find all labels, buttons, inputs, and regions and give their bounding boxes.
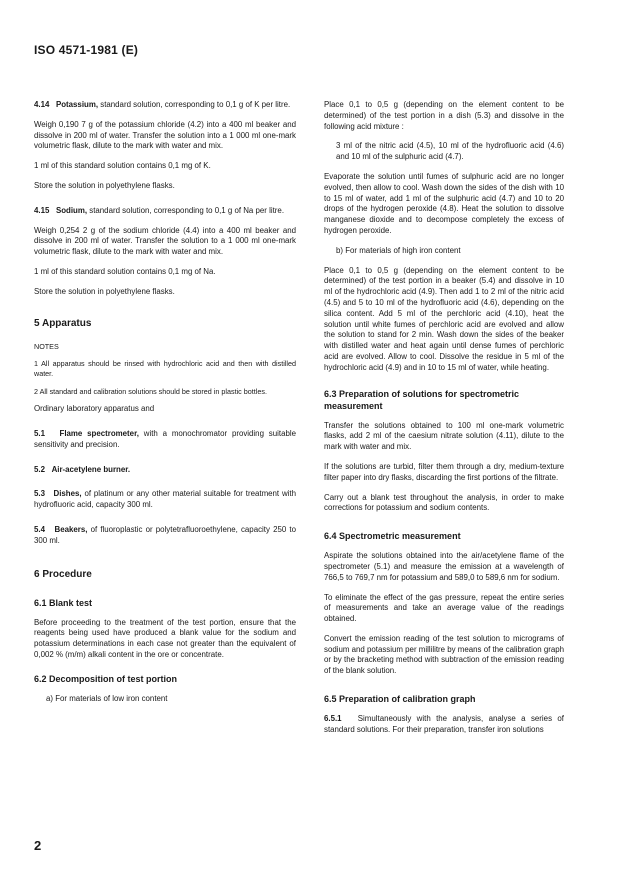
clause-title: Flame spectrometer,	[59, 428, 139, 438]
clause-text: with a monochromator providing suitable sensitivity and precision.	[34, 428, 296, 449]
clause-text: standard solution, corresponding to 0,1 g of K per litre.	[100, 100, 291, 109]
clause-number: 6.5.1	[324, 714, 342, 724]
clause-title: Dishes,	[53, 489, 82, 499]
paragraph: Ordinary laboratory apparatus and	[34, 404, 155, 414]
clause-4-15	[34, 206, 296, 217]
paragraph: Place 0,1 to 0,5 g (depending on the element content to be determined) of the test portion in a dish (5.3) and dissolve in the following acid mixture :	[324, 100, 564, 131]
clause-title: Beakers,	[54, 524, 88, 534]
paragraph: Weigh 0,190 7 g of the potassium chloride (4.2) into a 400 ml beaker and dissolve in 200 ml of water. Transfer the solution into a 1 000 ml one-mark volumetric flask, dilute to the mark with water and mix.	[34, 119, 296, 151]
subsection-heading-spectrometric: 6.4 Spectrometric measurement	[324, 531, 461, 542]
clause-6-5-1	[324, 714, 564, 736]
paragraph: 1 ml of this standard solution contains 0,1 mg of K.	[34, 161, 211, 171]
clause-5-3	[34, 489, 296, 511]
subsection-heading-preparation: 6.3 Preparation of solutions for spectrometric measurement	[324, 388, 520, 411]
paragraph: 3 ml of the nitric acid (4.5), 10 ml of the hydrofluoric acid (4.6) and 10 ml of the sulphuric acid (4.7).	[336, 141, 564, 162]
clause-5-1	[34, 429, 296, 451]
clause-text: Simultaneously with the analysis, analyse a series of standard solutions. For their preparation, transfer iron solutions	[324, 714, 564, 734]
paragraph: Weigh 0,254 2 g of the sodium chloride (4.4) into a 400 ml beaker and dissolve in 200 ml of water. Transfer the solution to a 1 000 ml one-mark volumetric flask, dilute to the mark with water and mix.	[34, 225, 296, 257]
clause-title: Sodium,	[55, 205, 88, 215]
paragraph: 1 ml of this standard solution contains 0,1 mg of Na.	[34, 266, 216, 276]
note-2: 2 All standard and calibration solutions should be stored in plastic bottles.	[34, 386, 267, 396]
paragraph: Place 0,1 to 0,5 g (depending on the element content to be determined) of the test portion in a beaker (5.4) and dissolve in 10 ml of the hydrochloric acid (4.9). Then add 1 to 2 ml of the nitric acid (4.5) and 5 to 10 ml of the hydrofluoric acid (4.6), depending on the silica content. Add 5 ml of the perchloric acid (4.10), heat the solution until white fumes of perchloric acid are evolved and allow the solution to stand for 2 min. Wash down the sides of the beaker with distilled water and heat again until dense fumes of perchloric acid are evolved. Allow to cool. Dissolve the residue in 5 ml of the hydrochloric acid (4.9) and in 10 to 15 ml of water, while heating.	[324, 265, 564, 372]
page-number: 2	[34, 838, 42, 853]
clause-5-2	[34, 465, 296, 476]
subsection-heading-blank-test: 6.1 Blank test	[34, 597, 93, 608]
paragraph: Store the solution in polyethylene flasks.	[34, 180, 175, 190]
left-column	[34, 100, 296, 714]
clause-number: 5.4	[34, 524, 45, 534]
clause-number: 5.2	[34, 464, 45, 474]
clause-number: 5.3	[34, 489, 45, 499]
clause-text: of fluoroplastic or polytetrafluoroethylene, capacity 250 to 300 ml.	[34, 524, 297, 545]
clause-number: 4.15	[34, 205, 50, 215]
note-1: 1 All apparatus should be rinsed with hydrochloric acid and then with distilled water.	[34, 359, 296, 378]
paragraph: Store the solution in polyethylene flasks.	[34, 286, 175, 296]
subsection-heading-calibration: 6.5 Preparation of calibration graph	[324, 694, 476, 705]
list-item: b) For materials of high iron content	[336, 245, 461, 255]
paragraph: To eliminate the effect of the gas pressure, repeat the entire series of measurements and take an average value of the readings obtained.	[324, 592, 564, 624]
subsection-heading-decomposition: 6.2 Decomposition of test portion	[34, 673, 178, 684]
clause-number: 4.14	[34, 100, 50, 109]
paragraph: Carry out a blank test throughout the analysis, in order to make corrections for potassium and sodium contents.	[324, 492, 564, 513]
paragraph: Convert the emission reading of the test solution to micrograms of sodium and potassium per millilitre by means of the calibration graph or by the bracketing method with subtraction of the emission reading of the blank solution.	[324, 633, 564, 676]
paragraph: Evaporate the solution until fumes of sulphuric acid are no longer evolved, then allow to cool. Wash down the sides of the dish with 10 to 15 ml of water, add 1 ml of the sulphuric acid (4.7) and 10 to 20 drops of the hydrogen peroxide (4.8). Heat the solution to dissolve manganese dioxide and to decompose completely the excess of hydrogen peroxide.	[324, 171, 564, 235]
clause-text: of platinum or any other material suitable for treatment with hydrofluoric acid, capacity 300 ml.	[34, 489, 296, 510]
clause-4-14	[34, 100, 296, 111]
paragraph: If the solutions are turbid, filter them through a dry, medium-texture filter paper into dry flasks, discarding the first portions of the filtrate.	[324, 461, 564, 482]
paragraph: Aspirate the solutions obtained into the air/acetylene flame of the spectrometer (5.1) and measure the emission at a wavelength of 766,5 to 769,7 nm for potassium and 589,0 to 589,6 nm for sodium.	[324, 551, 564, 582]
clause-text: standard solution, corresponding to 0,1 g of Na per litre.	[89, 205, 285, 215]
right-column	[324, 100, 564, 745]
clause-title: Air-acetylene burner.	[51, 464, 131, 474]
notes-label: NOTES	[34, 341, 59, 351]
clause-number: 5.1	[34, 428, 45, 438]
section-heading-apparatus: 5 Apparatus	[34, 317, 92, 329]
section-heading-procedure: 6 Procedure	[34, 568, 92, 580]
clause-5-4	[34, 525, 296, 547]
paragraph: Transfer the solutions obtained to 100 ml one-mark volumetric flasks, add 2 ml of the caesium nitrate solution (4.11), dilute to the mark with water and mix.	[324, 420, 564, 452]
clause-title: Potassium,	[55, 100, 99, 109]
standard-header: ISO 4571-1981 (E)	[34, 43, 139, 57]
paragraph: Before proceeding to the treatment of the test portion, ensure that the reagents being used have produced a blank value for the sodium and potassium determinations in each case not greater than the equivalent of 0,002 % (m/m) alkali content in the ore or concentrate.	[34, 617, 296, 659]
list-item: a) For materials of low iron content	[46, 693, 168, 703]
